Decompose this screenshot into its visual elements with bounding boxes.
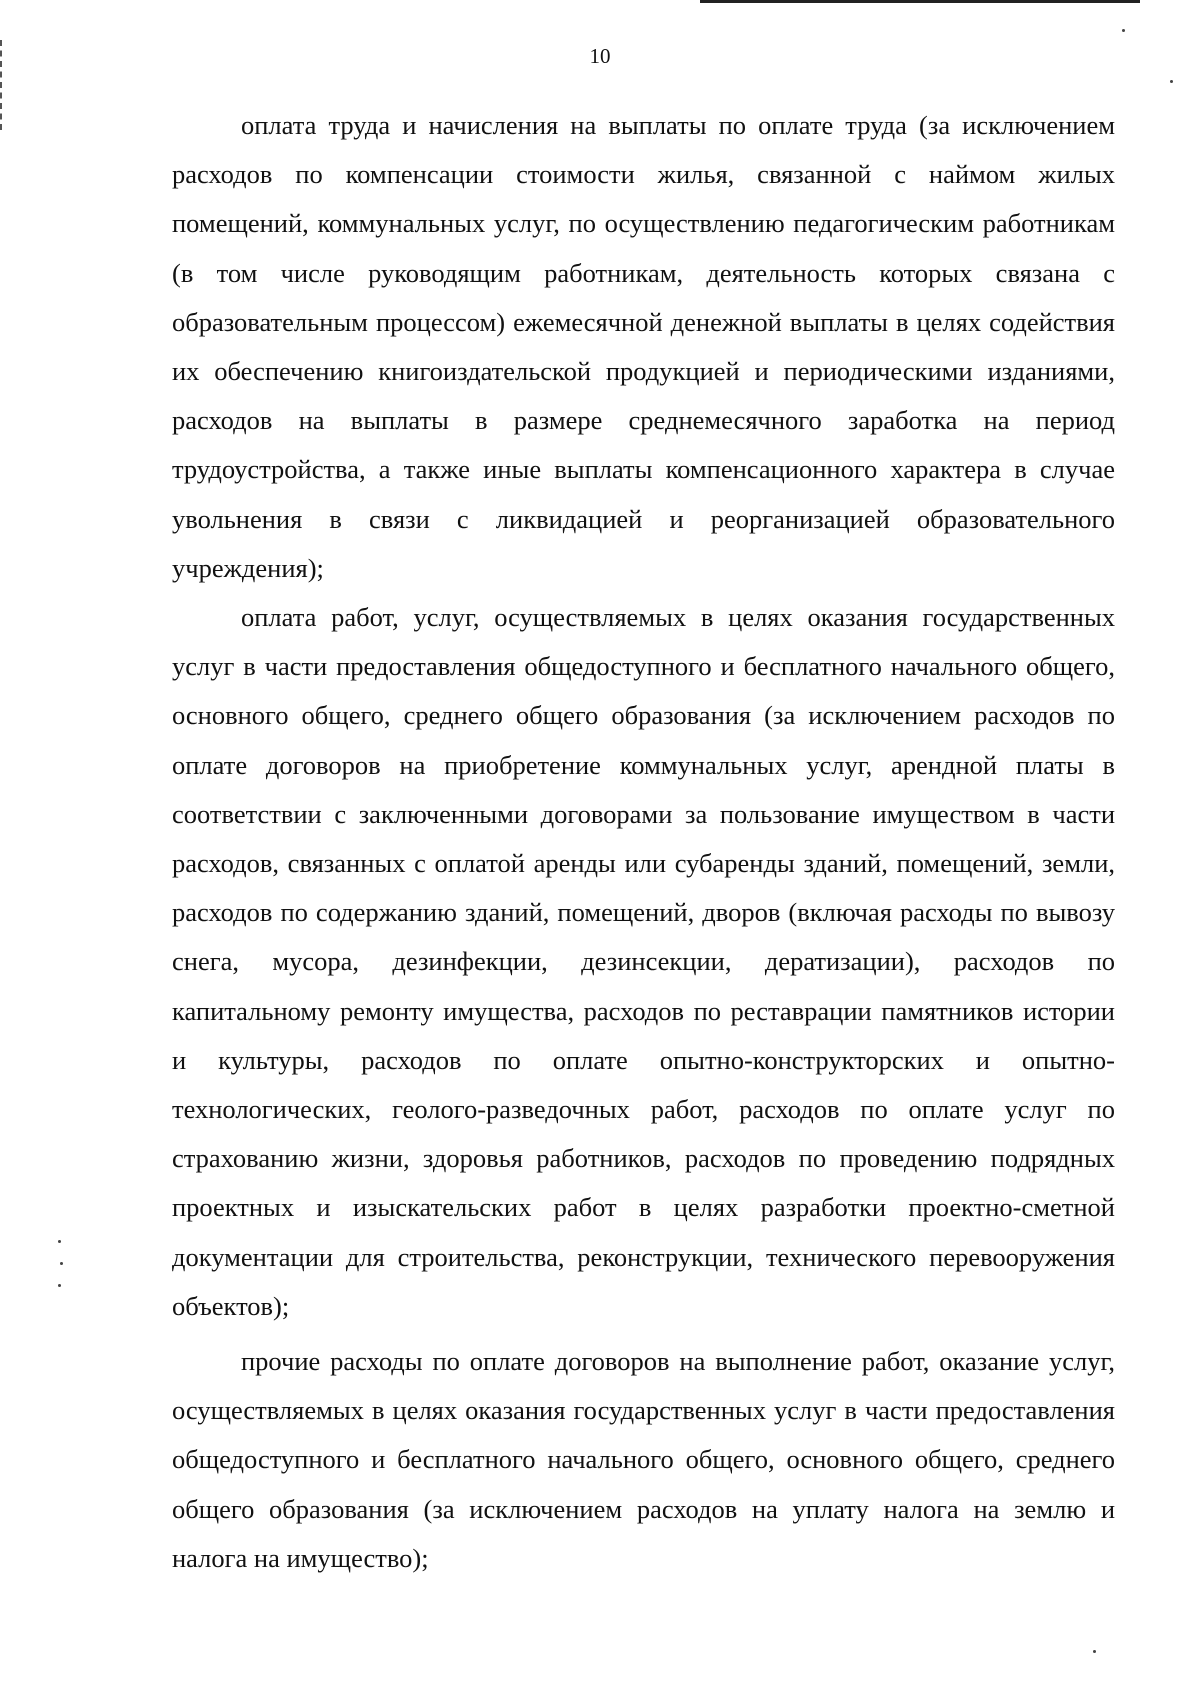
scan-speck [58,1240,61,1243]
scan-speck [1093,1650,1096,1653]
document-body [172,101,1115,1583]
page-number: 10 [589,44,611,68]
paragraph-works-services: оплата работ, услуг, осуществляемых в целях оказания государственных услуг в части предоставления общедоступного и бесплатного начального общего, основного общего, среднего общего образования (за исключением расходов по оплате договоров на приобретение коммунальных услуг, арендной платы в соответствии с заключенными договорами за пользование имуществом в части расходов, связанных с оплатой аренды или субаренды зданий, помещений, земли, расходов по содержанию зданий, помещений, дворов (включая расходы по вывозу снега, мусора, дезинфекции, дезинсекции, дератизации), расходов по капитальному ремонту имущества, расходов по реставрации памятников истории и культуры, расходов по оплате опытно-конструкторских и опытно-технологических, геолого-разведочных работ, расходов по оплате услуг по страхованию жизни, здоровья работников, расходов по проведению подрядных проектных и изыскательских работ в целях разработки проектно-сметной документации для строительства, реконструкции, технического перевооружения объектов); [172,602,1115,1321]
paragraph-other-expenses: прочие расходы по оплате договоров на выполнение работ, оказание услуг, осуществляемых в целях оказания государственных услуг в части предоставления общедоступного и бесплатного начального общего, основного общего, среднего общего образования (за исключением расходов на уплату налога на землю и налога на имущество); [172,1346,1115,1573]
scan-speck [1170,80,1173,83]
scan-speck [60,1262,63,1265]
scan-top-rule [700,0,1140,3]
paragraph-salary-expenses: оплата труда и начисления на выплаты по оплате труда (за исключением расходов по компенсации стоимости жилья, связанной с наймом жилых помещений, коммунальных услуг, по осуществлению педагогическим работникам (в том числе руководящим работникам, деятельность которых связана с образовательным процессом) ежемесячной денежной выплаты в целях содействия их обеспечению книгоиздательской продукцией и периодическими изданиями, расходов на выплаты в размере среднемесячного заработка на период трудоустройства, а также иные выплаты компенсационного характера в случае увольнения в связи с ликвидацией и реорганизацией образовательного учреждения); [172,110,1115,583]
scan-speck [1122,29,1125,32]
scan-speck [58,1284,61,1287]
